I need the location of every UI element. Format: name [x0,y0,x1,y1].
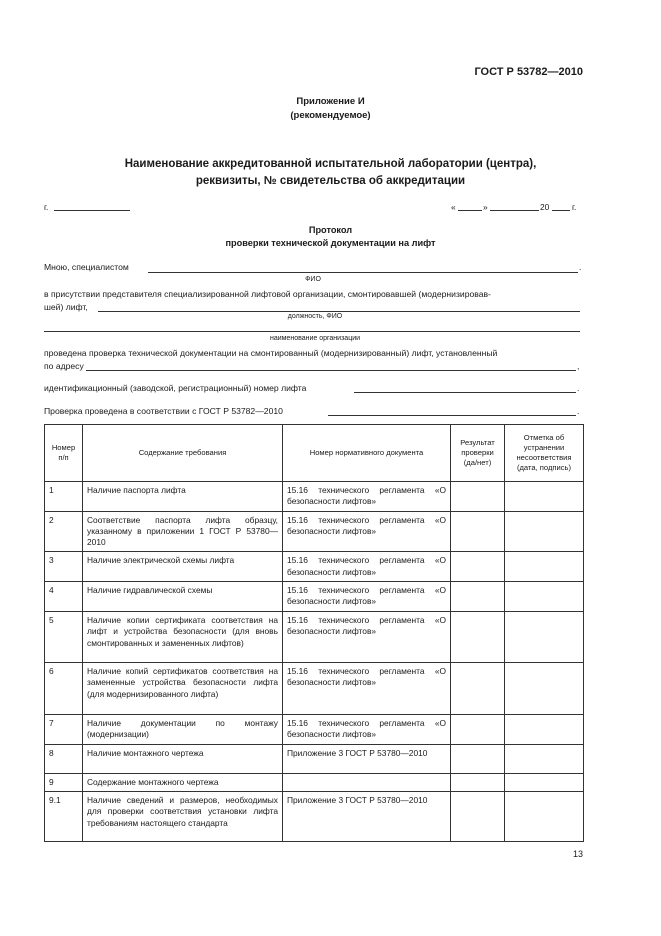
annex-status: (рекомендуемое) [290,110,371,121]
date-open-quote: « [451,202,456,212]
row-num: 7 [45,715,83,745]
basis-field[interactable] [328,415,576,416]
protocol-subtitle: проверки технической документации на лифт [225,238,436,248]
row-requirement: Наличие электрической схемы лифта [83,552,283,582]
year-suffix: г. [572,202,577,212]
organization-field[interactable] [44,331,580,332]
table-row [45,791,584,841]
row-requirement: Наличие документации по монтажу (модернизации) [83,715,283,745]
table-row [45,511,584,552]
row-requirement: Содержание монтажного чертежа [83,773,283,791]
row-result-cell[interactable] [451,612,505,663]
requirements-table [44,424,584,842]
row-document: 15.16 технического регламента «О безопасности лифтов» [283,663,451,715]
header-mark: Отметка об устранении несоответствия (дата, подпись) [505,425,584,482]
year-prefix: 20 [540,202,550,212]
header-result: Результат проверки (да/нет) [451,425,505,482]
table-row [45,715,584,745]
table-header-row [45,425,584,482]
address-field[interactable] [86,370,576,371]
table-row [45,773,584,791]
row-num: 9 [45,773,83,791]
row-document: 15.16 технического регламента «О безопасности лифтов» [283,715,451,745]
table-row [45,663,584,715]
row-num: 4 [45,582,83,612]
row-num: 3 [45,552,83,582]
annex-title: Приложение И [296,96,365,107]
table-row [45,482,584,512]
row-mark-cell[interactable] [505,612,584,663]
row-document: Приложение 3 ГОСТ Р 53780—2010 [283,744,451,773]
row-result-cell[interactable] [451,773,505,791]
presence-text: в присутствии представителя специализированной лифтовой организации, смонтировавшей (модернизировав- [44,289,491,299]
table-row [45,744,584,773]
basis-label: Проверка проведена в соответствии с ГОСТ Р 53782—2010 [44,406,283,416]
row-document [283,773,451,791]
lab-name-heading [0,156,661,190]
row-document: Приложение 3 ГОСТ Р 53780—2010 [283,791,451,841]
row-result-cell[interactable] [451,582,505,612]
row-document: 15.16 технического регламента «О безопасности лифтов» [283,582,451,612]
row-requirement: Соответствие паспорта лифта образцу, указанному в приложении 1 ГОСТ Р 53780—2010 [83,511,283,552]
lab-name-line-2: реквизиты, № свидетельства об аккредитации [195,175,466,187]
specialist-label: Мною, специалистом [44,262,129,272]
elevator-label: шей) лифт, [44,302,88,312]
row-result-cell[interactable] [451,715,505,745]
id-field[interactable] [354,392,576,393]
row-requirement: Наличие монтажного чертежа [83,744,283,773]
lab-name-line-1: Наименование аккредитованной испытательной лаборатории (центра), [124,158,537,170]
month-blank[interactable] [490,210,539,211]
representative-field[interactable] [98,311,580,312]
row-result-cell[interactable] [451,552,505,582]
row-num: 8 [45,744,83,773]
row-mark-cell[interactable] [505,582,584,612]
row-mark-cell[interactable] [505,663,584,715]
row-mark-cell[interactable] [505,511,584,552]
address-label: по адресу [44,361,84,371]
protocol-title: Протокол [308,225,353,235]
row-result-cell[interactable] [451,744,505,773]
row-document: 15.16 технического регламента «О безопасности лифтов» [283,552,451,582]
day-blank[interactable] [458,210,482,211]
row-mark-cell[interactable] [505,715,584,745]
row-result-cell[interactable] [451,511,505,552]
row-num: 6 [45,663,83,715]
table-row [45,552,584,582]
row-document: 15.16 технического регламента «О безопасности лифтов» [283,612,451,663]
specialist-field[interactable] [148,272,578,273]
row-mark-cell[interactable] [505,482,584,512]
row-document: 15.16 технического регламента «О безопасности лифтов» [283,482,451,512]
row-requirement: Наличие паспорта лифта [83,482,283,512]
row-mark-cell[interactable] [505,773,584,791]
row-mark-cell[interactable] [505,791,584,841]
row-result-cell[interactable] [451,482,505,512]
date-close-quote: » [483,202,488,212]
position-caption: должность, ФИО [287,313,343,320]
organization-caption: наименование организации [269,335,361,342]
check-text: проведена проверка технической документации на смонтированный (модернизированный) лифт, установленный [44,348,498,358]
city-label: г. [44,202,49,212]
header-num: Номер п/п [45,425,83,482]
row-requirement: Наличие копии сертификата соответствия на лифт и устройства безопасности (для вновь смонтированных и замененных лифтов) [83,612,283,663]
fio-caption: ФИО [305,276,321,283]
row-requirement: Наличие сведений и размеров, необходимых для проверки соответствия установки лифта требованиям настоящего стандарта [83,791,283,841]
city-blank[interactable] [54,210,130,211]
page-number: 13 [572,849,583,859]
row-num: 1 [45,482,83,512]
row-requirement: Наличие копий сертификатов соответствия на замененные устройства безопасности лифта (для модернизированного лифта) [83,663,283,715]
table-row [45,582,584,612]
header-document: Номер нормативного документа [283,425,451,482]
row-result-cell[interactable] [451,663,505,715]
header-requirement: Содержание требования [83,425,283,482]
row-document: 15.16 технического регламента «О безопасности лифтов» [283,511,451,552]
row-num: 9.1 [45,791,83,841]
standard-number: ГОСТ Р 53782—2010 [474,66,583,78]
row-mark-cell[interactable] [505,744,584,773]
table-row [45,612,584,663]
year-blank[interactable] [552,210,570,211]
row-requirement: Наличие гидравлической схемы [83,582,283,612]
row-num: 2 [45,511,83,552]
row-mark-cell[interactable] [505,552,584,582]
id-label: идентификационный (заводской, регистрационный) номер лифта [44,383,307,393]
row-num: 5 [45,612,83,663]
row-result-cell[interactable] [451,791,505,841]
